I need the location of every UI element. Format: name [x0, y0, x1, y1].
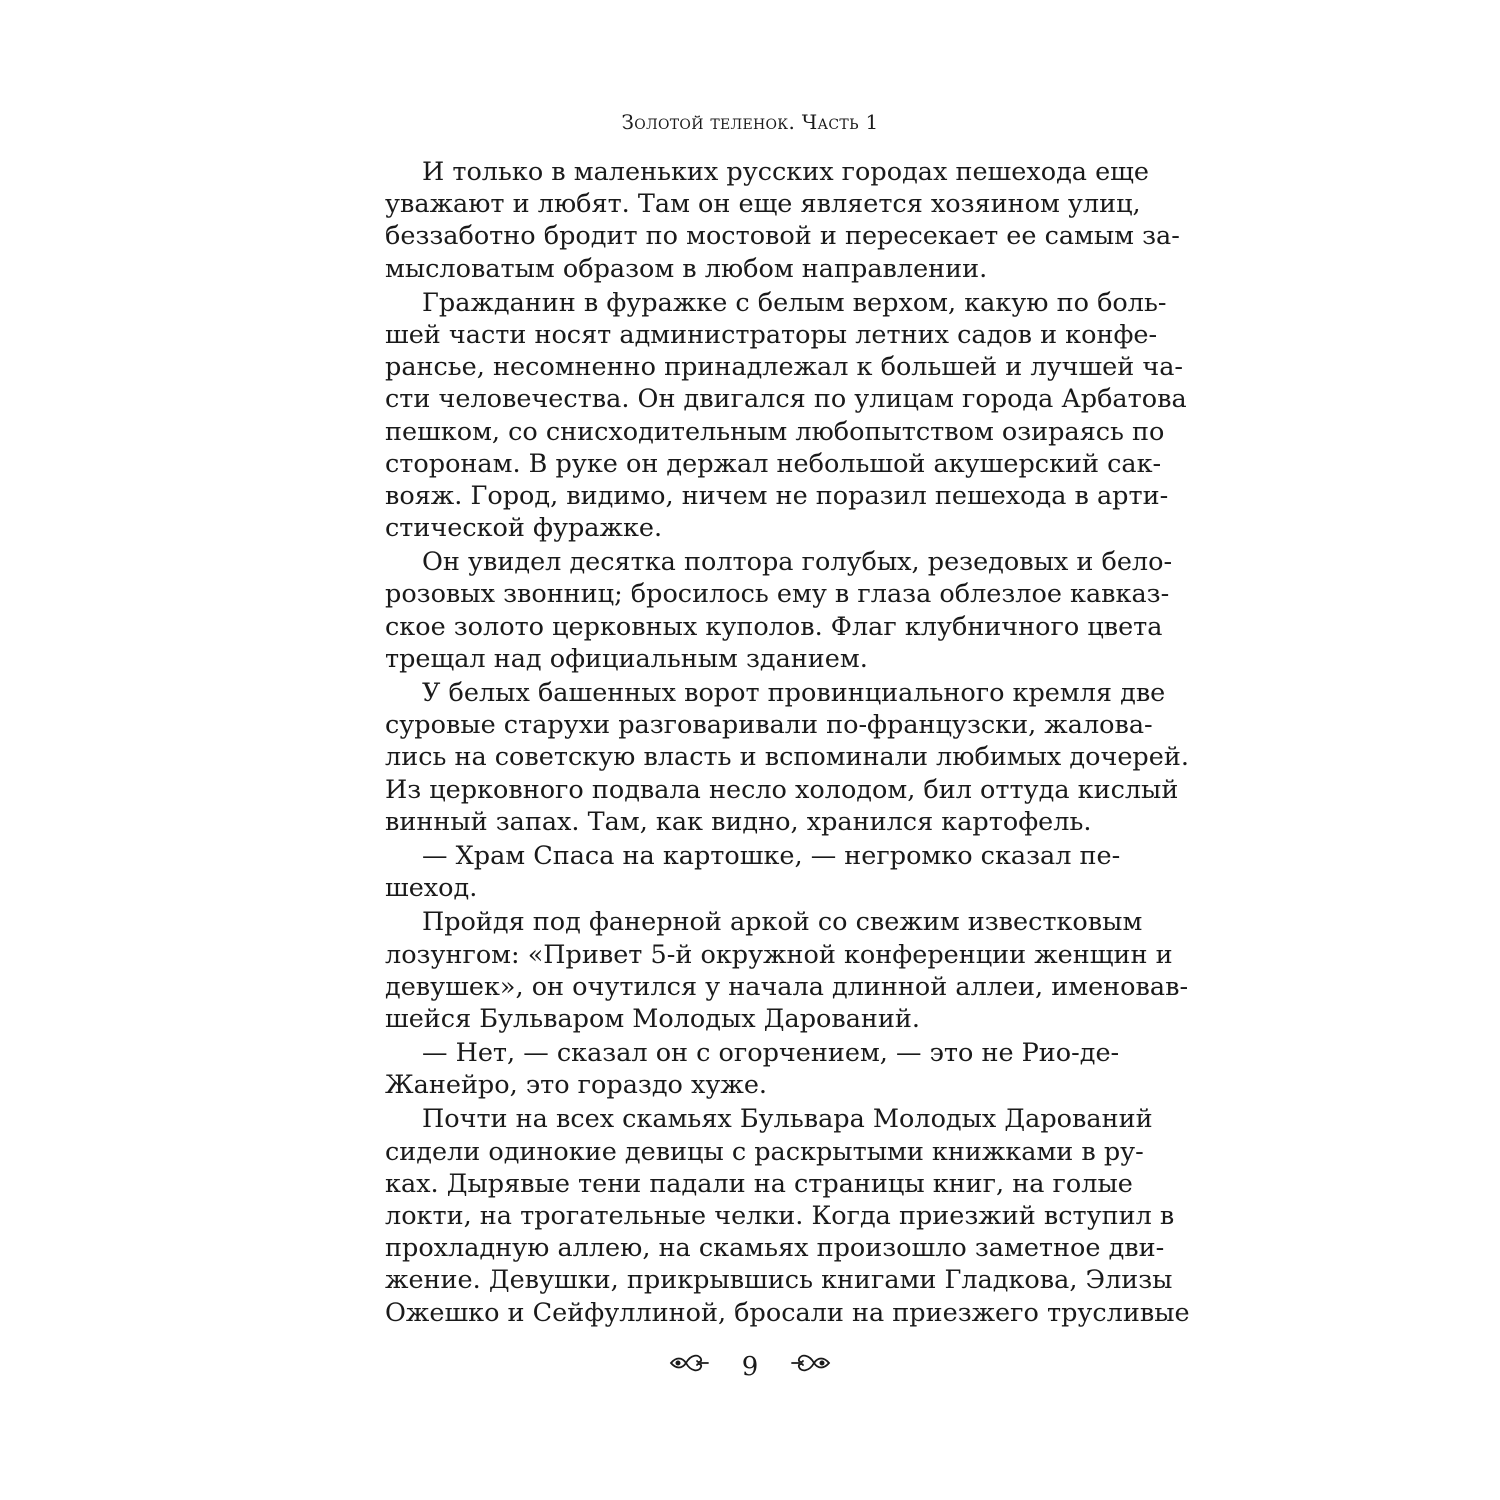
paragraph — [385, 840, 1121, 904]
text-line: сти человечества. Он двигался по улицам города Арбатова — [385, 384, 1187, 415]
text-line: винный запах. Там, как видно, хранился картофель. — [385, 806, 1092, 837]
text-line: Ожешко и Сейфуллиной, бросали на приезжего трусливые — [385, 1297, 1190, 1328]
text-line: И только в маленьких русских городах пешехода еще — [422, 157, 1149, 187]
text-line: трещал над официальным зданием. — [385, 643, 868, 674]
text-line: лись на советскую власть и вспоминали любимых дочерей. — [385, 742, 1189, 773]
text-line: шейся Бульваром Молодых Дарований. — [385, 1003, 921, 1034]
text-line: жение. Девушки, прикрывшись книгами Гладкова, Элизы — [385, 1265, 1173, 1296]
text-line: шей части носят администраторы летних садов и конфе- — [385, 319, 1158, 350]
text-line: мысловатым образом в любом направлении. — [385, 253, 988, 284]
text-line: прохладную аллею, на скамьях произошло заметное дви- — [385, 1233, 1165, 1264]
text-line: вояж. Город, видимо, ничем не поразил пешехода в арти- — [385, 480, 1169, 511]
text-line: — Храм Спаса на картошке, — негромко сказал пе- — [422, 840, 1121, 871]
text-line: сидели одинокие девицы с раскрытыми книжками в ру- — [385, 1136, 1144, 1167]
text-line: локти, на трогательные челки. Когда приезжий вступил в — [385, 1201, 1175, 1231]
body-text — [385, 156, 1190, 1329]
text-line: ское золото церковных куполов. Флаг клубничного цвета — [385, 611, 1163, 642]
paragraph — [385, 677, 1189, 838]
ornament-right-icon — [789, 1348, 833, 1385]
text-line: Из церковного подвала несло холодом, бил оттуда кислый — [385, 774, 1179, 805]
text-line: уважают и любят. Там он еще является хозяином улиц, — [385, 189, 1141, 220]
paragraph — [385, 1103, 1190, 1328]
text-line: сторонам. В руке он держал небольшой акушерский сак- — [385, 448, 1162, 479]
running-header: Золотой теленок. Часть 1 — [621, 110, 879, 134]
text-line: рансье, несомненно принадлежал к большей и лучшей ча- — [385, 352, 1184, 383]
text-line: ках. Дырявые тени падали на страницы книг, на голые — [385, 1168, 1133, 1199]
paragraph — [385, 546, 1173, 675]
text-line: Пройдя под фанерной аркой со свежим известковым — [422, 907, 1143, 938]
text-line: Почти на всех скамьях Бульвара Молодых Дарований — [422, 1104, 1153, 1135]
page-footer — [0, 1348, 1500, 1385]
text-line: беззаботно бродит по мостовой и пересекает ее самым за- — [385, 221, 1180, 252]
ornament-left-icon — [667, 1348, 711, 1385]
paragraph — [385, 1037, 1120, 1101]
text-line: пешком, со снисходительным любопытством озираясь по — [385, 416, 1165, 447]
page-number: 9 — [741, 1351, 759, 1382]
text-line: стической фуражке. — [385, 513, 663, 544]
text-line: суровые старухи разговаривали по-французски, жалова- — [385, 710, 1153, 741]
text-line: лозунгом: «Привет 5-й окружной конференции женщин и — [385, 939, 1173, 970]
text-line: Гражданин в фуражке с белым верхом, какую по боль- — [422, 287, 1167, 318]
text-line: шеход. — [385, 873, 478, 904]
paragraph — [385, 156, 1180, 285]
text-line: — Нет, — сказал он с огорчением, — это не Рио-де- — [422, 1038, 1120, 1069]
text-line: девушек», он очутился у начала длинной аллеи, именовав- — [385, 971, 1189, 1002]
text-line: Он увидел десятка полтора голубых, резедовых и бело- — [422, 547, 1173, 578]
paragraph — [385, 287, 1187, 545]
text-line: Жанейро, это гораздо хуже. — [385, 1070, 768, 1101]
paragraph — [385, 906, 1189, 1035]
text-line: розовых звонниц; бросилось ему в глаза облезлое кавказ- — [385, 579, 1170, 610]
text-line: У белых башенных ворот провинциального кремля две — [422, 678, 1166, 708]
